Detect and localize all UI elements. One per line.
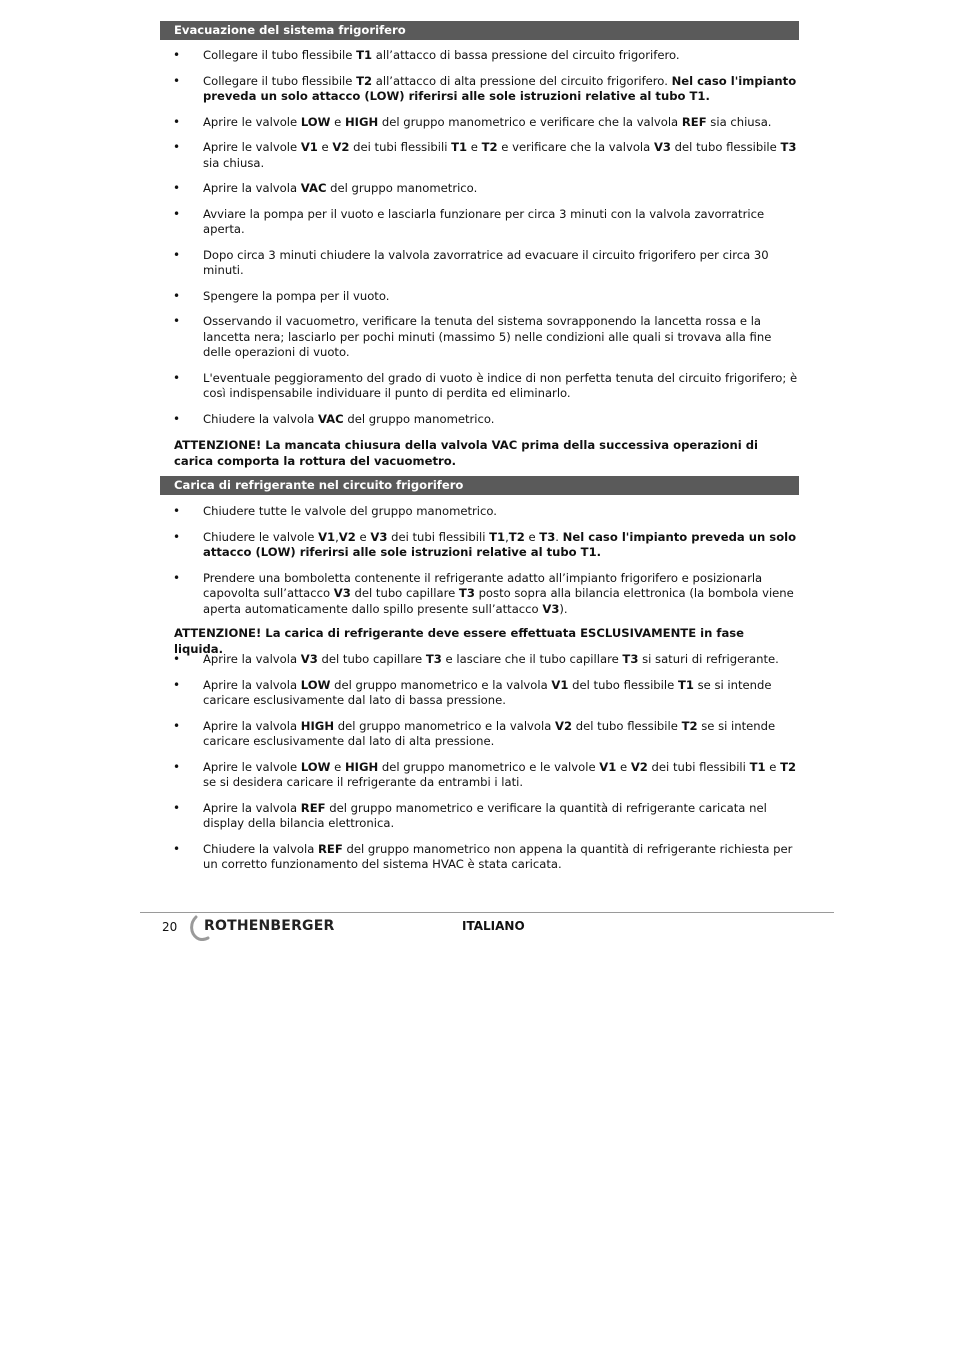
list-item <box>160 371 800 402</box>
section-title-evacuation: Evacuazione del sistema frigorifero <box>160 21 799 40</box>
bold-term: T3 <box>780 140 797 154</box>
text-run: Spengere la pompa per il vuoto. <box>203 288 390 303</box>
list-item <box>160 504 800 520</box>
bold-term: REF <box>681 114 707 129</box>
bullet-icon: • <box>173 140 181 154</box>
text-run: e <box>524 529 540 544</box>
bullet-icon: • <box>173 504 181 518</box>
bold-term: HIGH <box>300 718 335 733</box>
text-run: del gruppo manometrico non appena la quantità di refrigerante richiesta per un corretto funzionamento del sistema HVAC è stata caricata. <box>203 841 793 871</box>
section-title-refrigerant-charge: Carica di refrigerante nel circuito frigorifero <box>160 476 799 495</box>
text-run: Aprire le valvole <box>203 140 301 154</box>
list-item <box>160 74 800 105</box>
text-run: se si desidera caricare il refrigerante da entrambi i lati. <box>203 775 524 789</box>
text-run: e <box>765 759 781 774</box>
list-item <box>160 115 800 131</box>
text-run: del tubo flessibile <box>572 718 682 733</box>
list-item <box>160 571 800 618</box>
text-run: si saturi di refrigerante. <box>638 652 779 666</box>
bold-term: VAC <box>318 411 344 426</box>
bold-term: V1 <box>318 529 336 544</box>
bold-term: V2 <box>630 759 648 774</box>
bullet-icon: • <box>173 759 181 774</box>
bold-term: HIGH <box>344 114 379 129</box>
text-run: Aprire la valvola <box>203 652 301 666</box>
bold-term: T1 <box>749 759 766 774</box>
bold-term: LOW <box>300 677 331 692</box>
list-item <box>160 719 800 750</box>
charge-steps-list-a <box>160 504 800 627</box>
bold-term: Nel caso l'impianto preveda un solo attacco (LOW) riferirsi alle sole istruzioni relative al tubo T1. <box>203 73 797 103</box>
list-item <box>160 289 800 305</box>
list-item <box>160 678 800 709</box>
text-run: e verificare che la valvola <box>497 140 654 154</box>
text-run: . <box>555 529 563 544</box>
list-item <box>160 652 800 668</box>
brand-logo <box>188 915 338 941</box>
text-run: dei tubi flessibili <box>647 759 750 774</box>
bullet-icon: • <box>173 114 181 129</box>
bold-term: T2 <box>356 73 373 88</box>
bullet-icon: • <box>173 677 181 692</box>
text-run: del tubo capillare <box>317 652 426 666</box>
bullet-icon: • <box>173 570 181 585</box>
list-item <box>160 760 800 791</box>
bold-term: T3 <box>425 652 442 666</box>
bold-term: VAC <box>300 181 327 195</box>
bold-term: T2 <box>681 718 698 733</box>
bold-term: V3 <box>333 586 351 600</box>
bullet-icon: • <box>173 48 181 62</box>
bullet-icon: • <box>173 529 181 544</box>
list-item <box>160 48 800 64</box>
bold-term: V1 <box>300 140 318 154</box>
bold-term: V2 <box>338 529 356 544</box>
text-run: Aprire la valvola <box>203 181 301 195</box>
language-label: ITALIANO <box>462 919 525 933</box>
bold-term: REF <box>300 800 326 815</box>
bullet-icon: • <box>173 73 181 88</box>
bullet-icon: • <box>173 718 181 733</box>
text-run: del tubo flessibile <box>568 677 678 692</box>
text-run: Chiudere la valvola <box>203 841 318 856</box>
list-item <box>160 412 800 428</box>
text-run: Aprire la valvola <box>203 718 301 733</box>
bold-term: T3 <box>622 652 639 666</box>
bullet-icon: • <box>173 841 181 856</box>
list-item <box>160 314 800 361</box>
bold-term: V2 <box>332 140 350 154</box>
text-run: L'eventuale peggioramento del grado di vuoto è indice di non perfetta tenuta del circuito frigorifero; è così indispensabile individuare il punto di perdita ed eliminarlo. <box>203 370 798 400</box>
bold-term: Nel caso l'impianto preveda un solo attacco (LOW) riferirsi alle sole istruzioni relative al tubo T1. <box>203 529 797 559</box>
text-run: ). <box>559 601 568 616</box>
text-run: Chiudere le valvole <box>203 529 319 544</box>
bold-term: V1 <box>551 677 569 692</box>
text-run: Collegare il tubo flessibile <box>203 48 357 62</box>
list-item <box>160 842 800 873</box>
list-item <box>160 207 800 238</box>
page-number: 20 <box>162 920 178 934</box>
bold-term: V3 <box>653 140 671 154</box>
text-run: Aprire la valvola <box>203 800 301 815</box>
bullet-icon: • <box>173 181 181 195</box>
text-run: del gruppo manometrico e verificare che la valvola <box>378 114 682 129</box>
text-run: del tubo capillare <box>350 586 459 600</box>
text-run: all’attacco di alta pressione del circuito frigorifero. <box>372 73 672 88</box>
text-run: del gruppo manometrico e la valvola <box>330 677 552 692</box>
bold-term: V3 <box>370 529 388 544</box>
charge-steps-list-b <box>160 652 800 883</box>
text-run: sia chiusa. <box>203 155 265 170</box>
text-run: e <box>355 529 371 544</box>
bold-term: LOW <box>300 759 331 774</box>
list-item <box>160 530 800 561</box>
text-run: Avviare la pompa per il vuoto e lasciarla funzionare per circa 3 minuti con la valvola zavorratrice aperta. <box>203 206 765 236</box>
text-run: , <box>505 529 509 544</box>
bullet-icon: • <box>173 370 181 385</box>
bold-term: T2 <box>481 140 498 154</box>
text-run: sia chiusa. <box>706 114 772 129</box>
bullet-icon: • <box>173 411 181 426</box>
text-run: del gruppo manometrico e le valvole <box>378 759 600 774</box>
bold-term: HIGH <box>344 759 379 774</box>
text-run: dei tubi flessibili <box>387 529 490 544</box>
text-run: Prendere una bomboletta contenente il refrigerante adatto all’impianto frigorifero e posizionarla capovolta sull’attacco <box>203 570 763 600</box>
bold-term: T2 <box>508 529 525 544</box>
warning-liquid-phase: ATTENZIONE! La carica di refrigerante deve essere effettuata ESCLUSIVAMENTE in fase liquida. <box>174 626 745 656</box>
bold-term: REF <box>318 841 343 856</box>
text-run: posto sopra alla bilancia elettronica (la bombola viene aperta automaticamente dallo spillo presente sull’attacco <box>203 586 794 616</box>
bold-term: T2 <box>780 759 797 774</box>
text-run: del gruppo manometrico e verificare la quantità di refrigerante caricata nel display della bilancia elettronica. <box>203 800 767 830</box>
text-run: del gruppo manometrico. <box>343 411 495 426</box>
text-run: Aprire le valvole <box>203 114 301 129</box>
text-run: dei tubi flessibili <box>349 140 452 154</box>
bold-term: V2 <box>555 718 573 733</box>
bold-term: V3 <box>300 652 318 666</box>
text-run: e <box>616 759 631 774</box>
bullet-icon: • <box>173 247 181 262</box>
bold-term: T1 <box>489 529 506 544</box>
list-item <box>160 248 800 279</box>
bullet-icon: • <box>173 800 181 815</box>
text-run: Dopo circa 3 minuti chiudere la valvola zavorratrice ad evacuare il circuito frigorifero per circa 30 minuti. <box>203 247 769 277</box>
text-run: Aprire la valvola <box>203 677 301 692</box>
text-run: e <box>467 140 482 154</box>
footer-divider <box>140 912 834 913</box>
bullet-icon: • <box>173 288 181 303</box>
text-run: se si intende caricare esclusivamente dal lato di alta pressione. <box>203 718 776 748</box>
bullet-icon: • <box>173 652 181 666</box>
text-run: all’attacco di bassa pressione del circuito frigorifero. <box>372 48 680 62</box>
bold-term: T1 <box>677 677 694 692</box>
warning-vac-valve: ATTENZIONE! La mancata chiusura della valvola VAC prima della successiva operazioni di carica comporta la rottura del vacuometro. <box>174 438 759 468</box>
bold-term: V3 <box>542 601 560 616</box>
brand-name: ROTHENBERGER <box>204 918 335 934</box>
list-item <box>160 181 800 197</box>
bold-term: T1 <box>356 48 373 62</box>
text-run: del gruppo manometrico. <box>326 181 478 195</box>
evacuation-steps-list <box>160 48 800 437</box>
text-run: Collegare il tubo flessibile <box>203 73 357 88</box>
bullet-icon: • <box>173 206 181 221</box>
text-run: Chiudere tutte le valvole del gruppo manometrico. <box>203 504 497 518</box>
text-run: se si intende caricare esclusivamente dal lato di bassa pressione. <box>203 677 772 707</box>
bold-term: T3 <box>458 586 475 600</box>
text-run: Osservando il vacuometro, verificare la tenuta del sistema sovrapponendo la lancetta rossa e la lancetta nera; lasciarlo per pochi minuti (massimo 5) nelle condizioni alle quali si trovava alla fine delle operazioni di vuoto. <box>203 314 772 359</box>
text-run: e <box>330 759 345 774</box>
text-run: e lasciare che il tubo capillare <box>441 652 623 666</box>
text-run: Aprire le valvole <box>203 759 301 774</box>
text-run: e <box>330 114 345 129</box>
bold-term: V1 <box>599 759 617 774</box>
text-run: e <box>317 140 333 154</box>
text-run: del tubo flessibile <box>670 140 781 154</box>
list-item <box>160 140 800 171</box>
bold-term: T3 <box>539 529 556 544</box>
text-run: , <box>335 529 339 544</box>
text-run: Chiudere la valvola <box>203 411 318 426</box>
bold-term: LOW <box>300 114 331 129</box>
bold-term: T1 <box>451 140 468 154</box>
bullet-icon: • <box>173 314 181 328</box>
list-item <box>160 801 800 832</box>
text-run: del gruppo manometrico e la valvola <box>334 718 556 733</box>
